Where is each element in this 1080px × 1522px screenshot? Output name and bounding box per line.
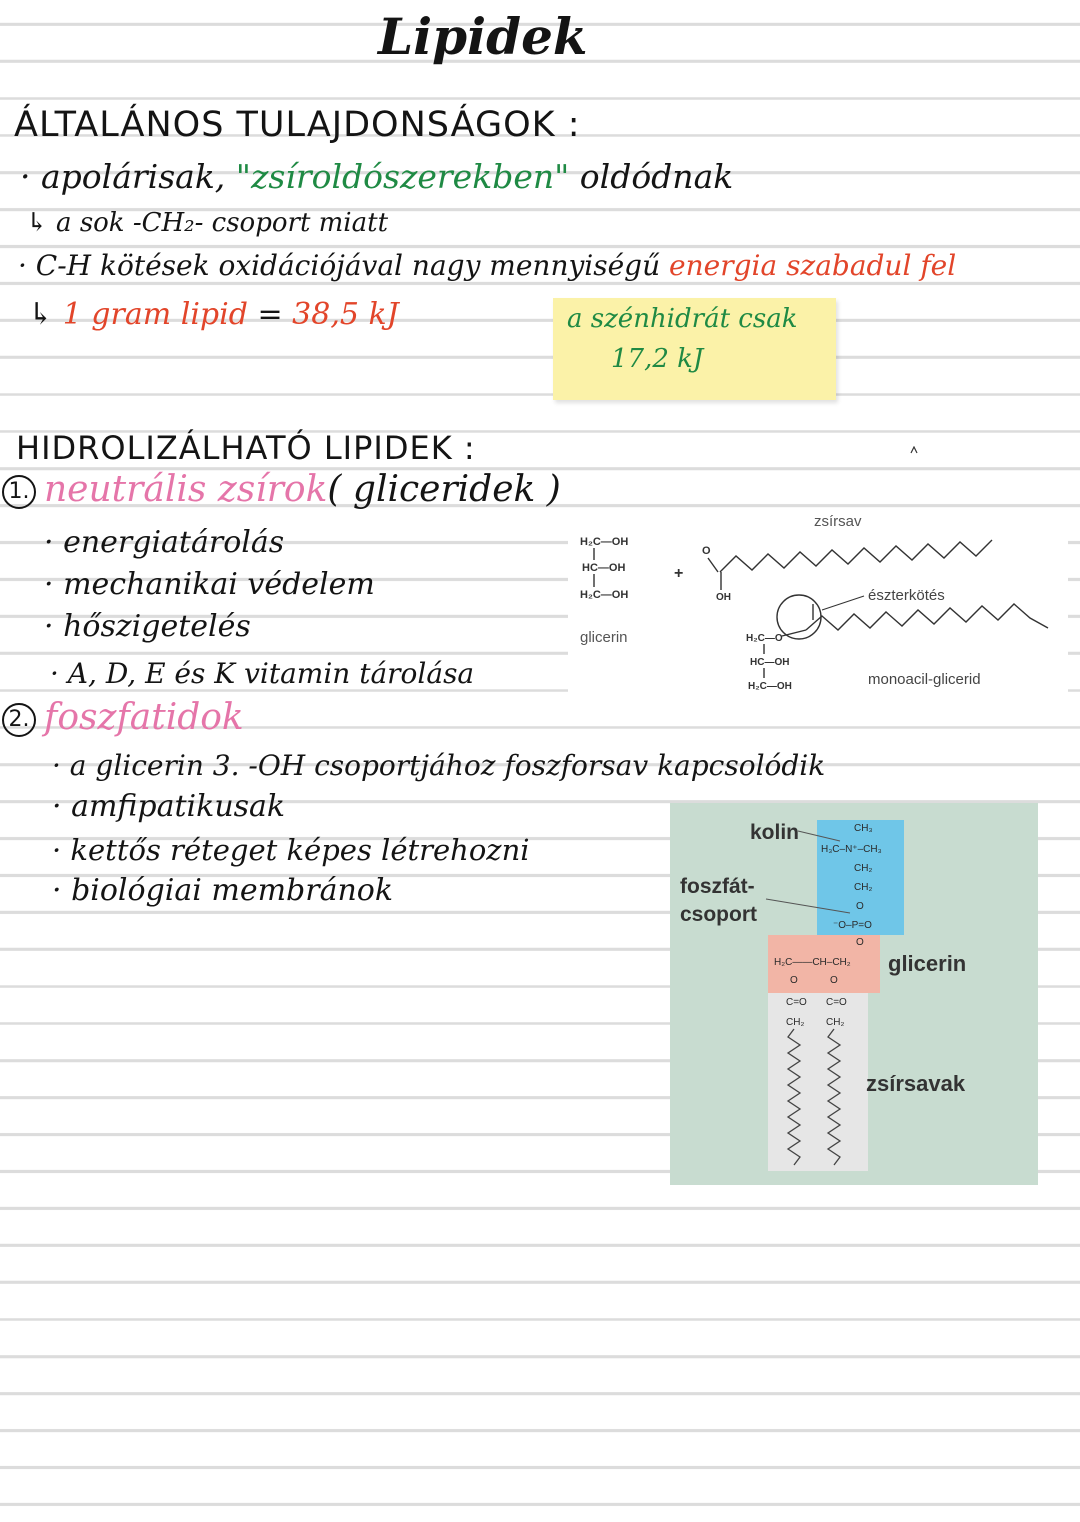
plus-sign: +	[674, 565, 684, 582]
acid-oxygen: O	[702, 545, 711, 557]
section-number-2: 2.	[2, 703, 36, 737]
ester-bond-label: észterkötés	[868, 587, 945, 604]
equals-sign: =	[247, 297, 293, 332]
formula-text: ⁻O–P=O	[833, 920, 872, 931]
line-apolar	[20, 157, 734, 196]
section-neutral-fats	[2, 469, 561, 510]
fat-solvent-highlight: "zsíroldószerekben"	[235, 157, 570, 196]
monoacylglyceride-diagram	[568, 510, 1068, 710]
list-item: · mechanikai védelem	[44, 567, 375, 602]
glycerides-paren: ( gliceridek )	[327, 469, 561, 510]
list-item: · amfipatikusak	[52, 789, 286, 824]
line-apolar-prefix: · apolárisak,	[20, 157, 236, 196]
section-phosphatides	[2, 697, 244, 738]
page-title: Lipidek	[378, 7, 588, 66]
formula-text: O	[856, 937, 864, 948]
glycerol-row: H₂C—OH	[580, 589, 629, 601]
formula-text: C=O	[786, 997, 807, 1008]
heading-hydrolyzable-lipids: HIDROLIZÁLHATÓ LIPIDEK :	[16, 429, 476, 467]
formula-text: O	[790, 975, 798, 986]
list-item: · a glicerin 3. -OH csoportjához foszforsav kapcsolódik	[52, 749, 826, 782]
stray-mark-icon	[910, 446, 918, 454]
line-oxidation	[18, 249, 957, 282]
fatty-acids-label: zsírsavak	[866, 1071, 966, 1096]
phosphate-label-line2: csoport	[680, 903, 758, 926]
line-energy-value	[28, 297, 399, 332]
section-number-1: 1.	[2, 475, 36, 509]
formula-text: O	[830, 975, 838, 986]
formula-text: H₂C——CH–CH₂	[774, 957, 851, 968]
sticky-note-line1: a szénhidrát csak	[567, 304, 798, 334]
formula-text: CH₂	[786, 1017, 805, 1028]
sticky-note-line2: 17,2 kJ	[611, 344, 704, 374]
product-row: HC—OH	[750, 657, 790, 668]
formula-text: CH₃	[854, 823, 873, 834]
choline-box	[817, 820, 904, 935]
heading-general-properties: ÁLTALÁNOS TULAJDONSÁGOK :	[14, 105, 581, 145]
formula-text: CH₂	[826, 1017, 845, 1028]
formula-text: CH₂	[854, 863, 873, 874]
bond-lines	[594, 540, 1048, 678]
phosphatides-title: foszfatidok	[44, 697, 244, 738]
list-item: · A, D, E és K vitamin tárolása	[50, 657, 475, 690]
glycerol-row: H₂C—OH	[580, 536, 629, 548]
sticky-note	[553, 298, 836, 400]
phospholipid-svg	[670, 803, 1038, 1185]
product-row: H₂C—O	[746, 633, 783, 644]
glycerol-row: HC—OH	[582, 562, 626, 574]
acid-hydroxyl: OH	[716, 592, 731, 603]
list-item: · energiatárolás	[44, 525, 285, 560]
glycerol-label: glicerin	[580, 629, 628, 646]
fatty-acid-box	[768, 993, 868, 1171]
product-row: H₂C—OH	[748, 681, 792, 692]
line-ch2-reason: ↳ a sok -CH₂- csoport miatt	[26, 208, 389, 238]
glycerol-label: glicerin	[888, 951, 967, 976]
monoacylglyceride-label: monoacil-glicerid	[868, 671, 981, 688]
list-item: · kettős réteget képes létrehozni	[52, 833, 530, 867]
line-oxidation-prefix: · C-H kötések oxidációjával nagy mennyiségű	[18, 249, 670, 282]
choline-label: kolin	[750, 821, 800, 844]
phosphate-label-line1: foszfát-	[680, 875, 755, 898]
formula-text: O	[856, 901, 864, 912]
phospholipid-diagram	[670, 803, 1038, 1185]
gram-lipid: 1 gram lipid	[62, 297, 248, 332]
arrow-icon: ↳	[28, 297, 63, 332]
line-apolar-suffix: oldódnak	[569, 157, 734, 196]
lipid-energy-value: 38,5 kJ	[292, 297, 399, 332]
energy-highlight: energia szabadul fel	[669, 249, 957, 282]
list-item: · biológiai membránok	[52, 873, 394, 908]
list-item: · hőszigetelés	[44, 609, 251, 644]
fatty-acid-label: zsírsav	[814, 513, 862, 530]
formula-text: H₃C–N⁺–CH₃	[821, 844, 882, 855]
monoacylglyceride-svg	[568, 510, 1068, 710]
formula-text: CH₂	[854, 882, 873, 893]
formula-text: C=O	[826, 997, 847, 1008]
neutral-fats-title: neutrális zsírok	[44, 469, 328, 510]
